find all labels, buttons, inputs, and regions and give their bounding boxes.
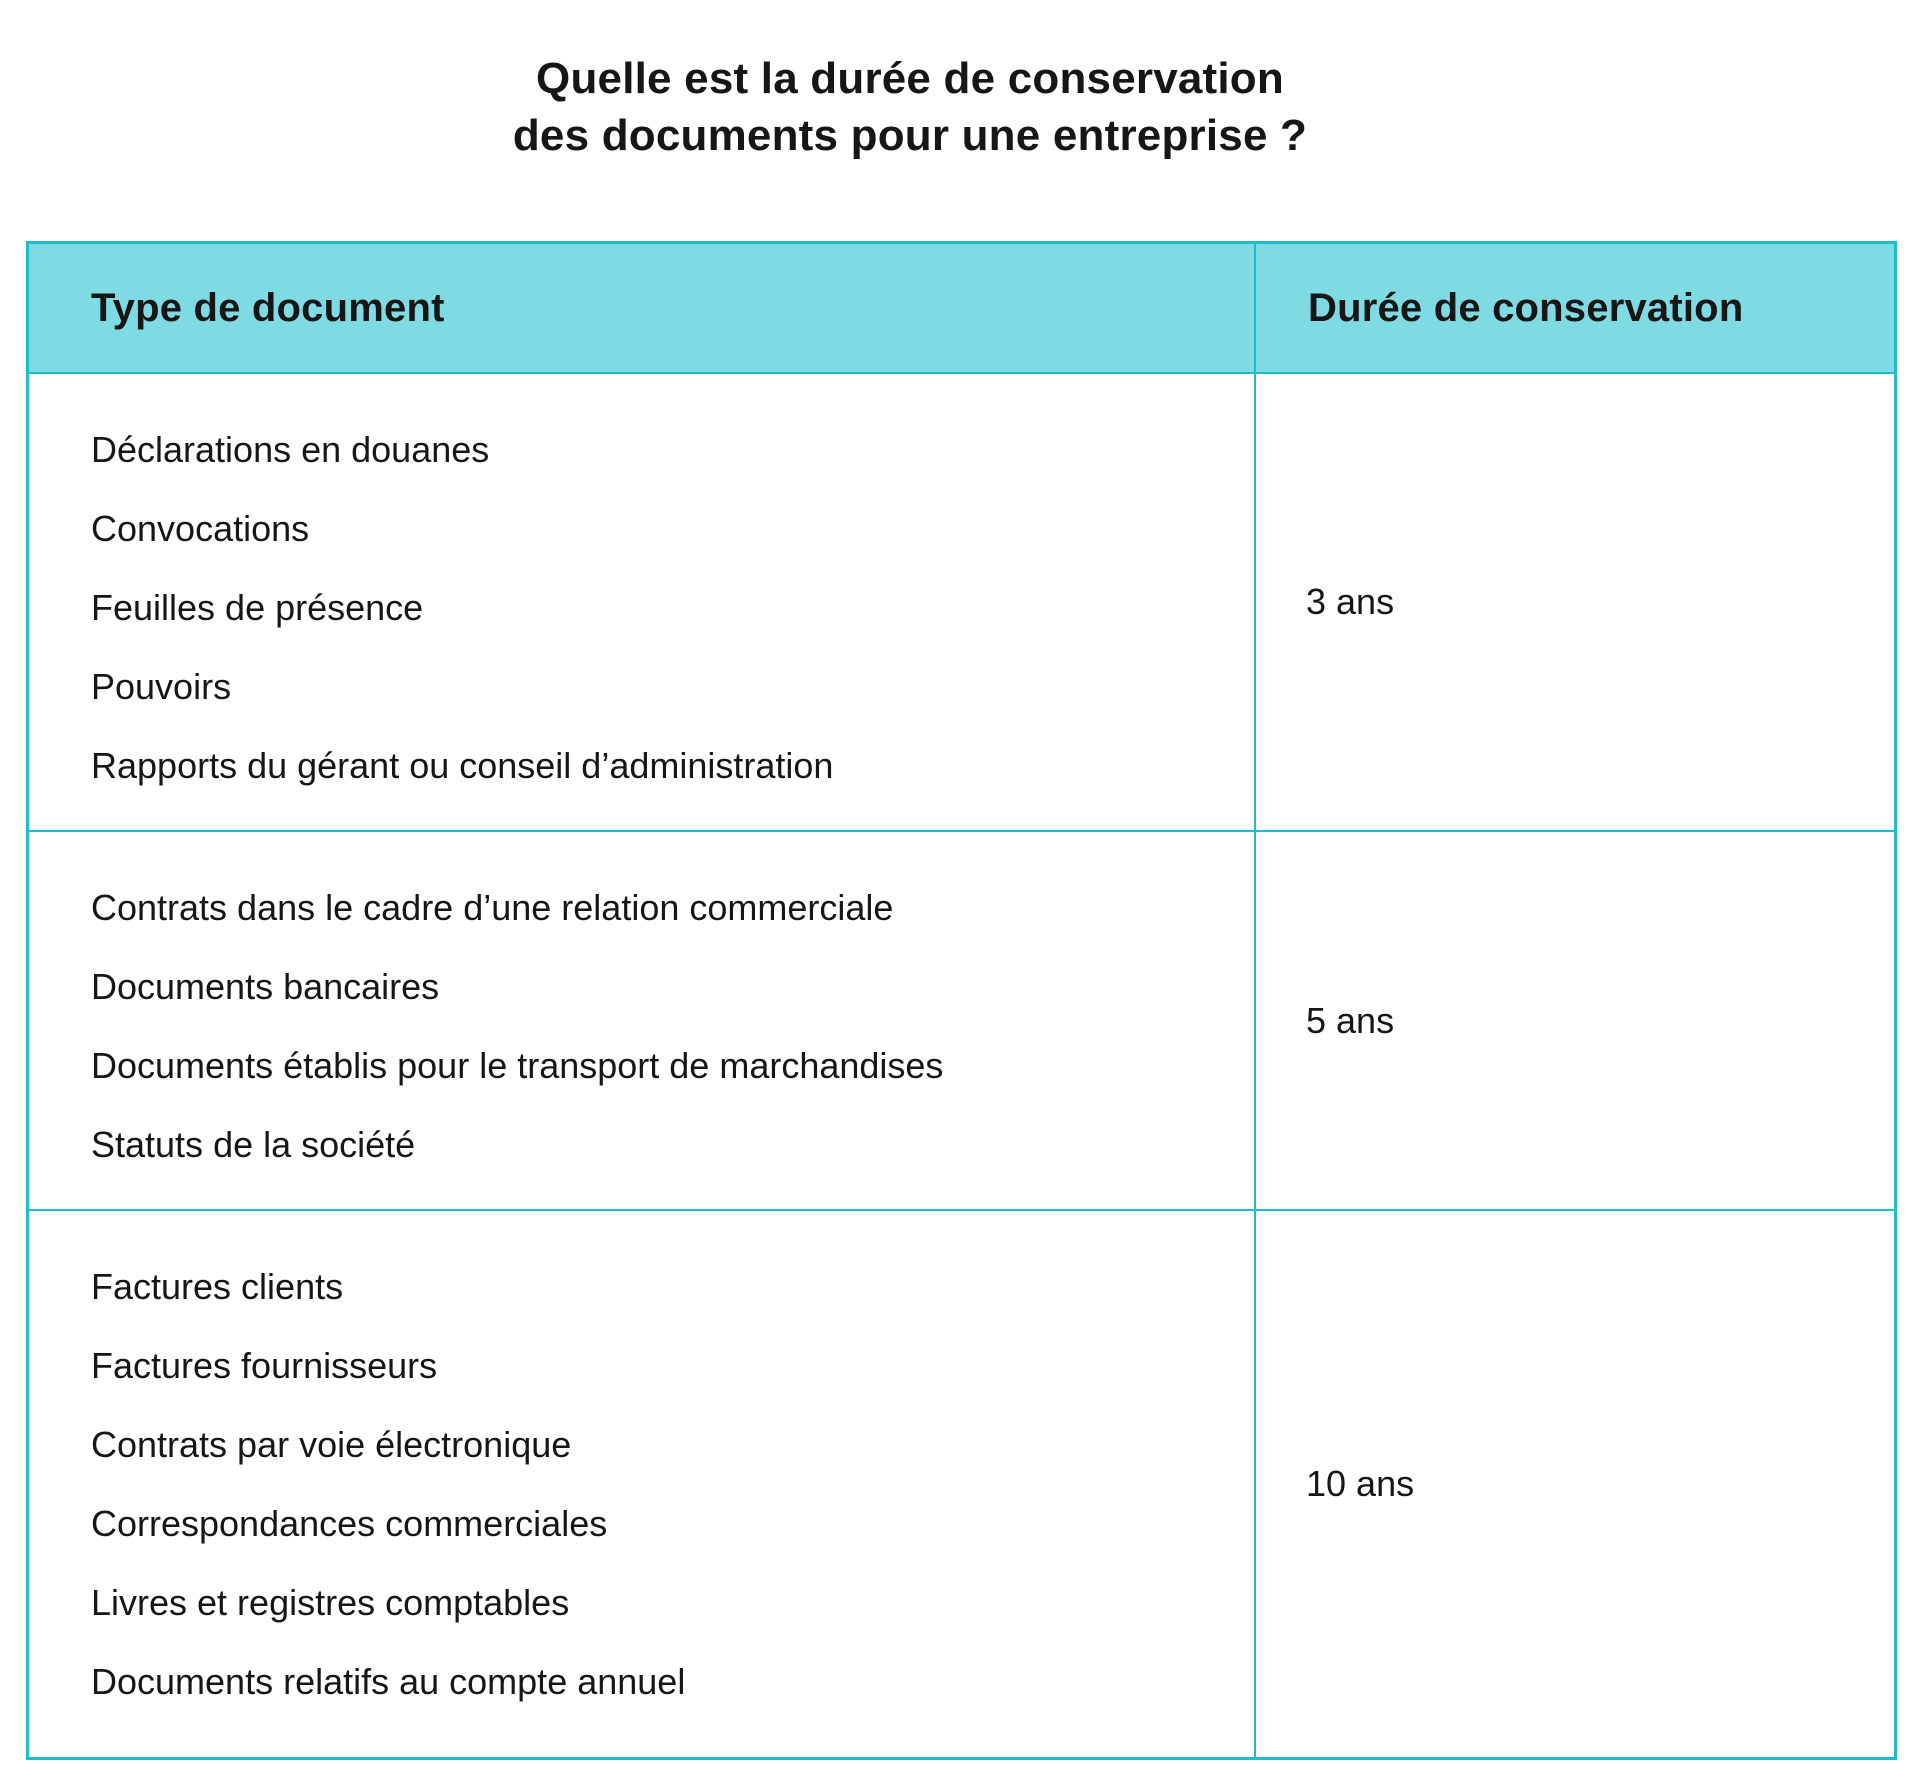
page-title-line-1: Quelle est la durée de conservation — [536, 54, 1284, 103]
document-item: Correspondances commerciales — [91, 1503, 608, 1544]
duration-value: 10 ans — [1306, 1463, 1415, 1504]
document-item: Factures clients — [91, 1266, 344, 1307]
table-row — [29, 372, 1894, 830]
document-item: Contrats par voie électronique — [91, 1424, 572, 1465]
document-item: Rapports du gérant ou conseil d’administration — [91, 745, 834, 786]
document-item: Factures fournisseurs — [91, 1345, 438, 1386]
table-row — [29, 1209, 1894, 1757]
table-row — [29, 830, 1894, 1209]
document-item: Documents établis pour le transport de marchandises — [91, 1045, 944, 1086]
document-item: Documents relatifs au compte annuel — [91, 1661, 686, 1702]
table-header-row — [29, 244, 1894, 372]
document-item: Livres et registres comptables — [91, 1582, 570, 1623]
document-item: Documents bancaires — [91, 966, 440, 1007]
column-header-type-de-document: Type de document — [29, 244, 1256, 372]
document-item: Convocations — [91, 508, 310, 549]
duration-value: 5 ans — [1306, 999, 1395, 1041]
document-list — [29, 1211, 1256, 1757]
document-item: Déclarations en douanes — [91, 429, 490, 470]
page-title — [0, 0, 1820, 164]
document-item: Contrats dans le cadre d’une relation commerciale — [91, 887, 894, 928]
document-item: Statuts de la société — [91, 1124, 416, 1165]
column-header-duree-de-conservation: Durée de conservation — [1308, 285, 1744, 330]
document-item: Feuilles de présence — [91, 587, 424, 628]
duration-value: 3 ans — [1306, 581, 1395, 622]
page-title-line-2: des documents pour une entreprise ? — [512, 111, 1308, 160]
retention-table — [26, 241, 1897, 1760]
document-item: Pouvoirs — [91, 666, 232, 707]
document-list — [29, 374, 1256, 830]
document-list — [29, 832, 1256, 1209]
